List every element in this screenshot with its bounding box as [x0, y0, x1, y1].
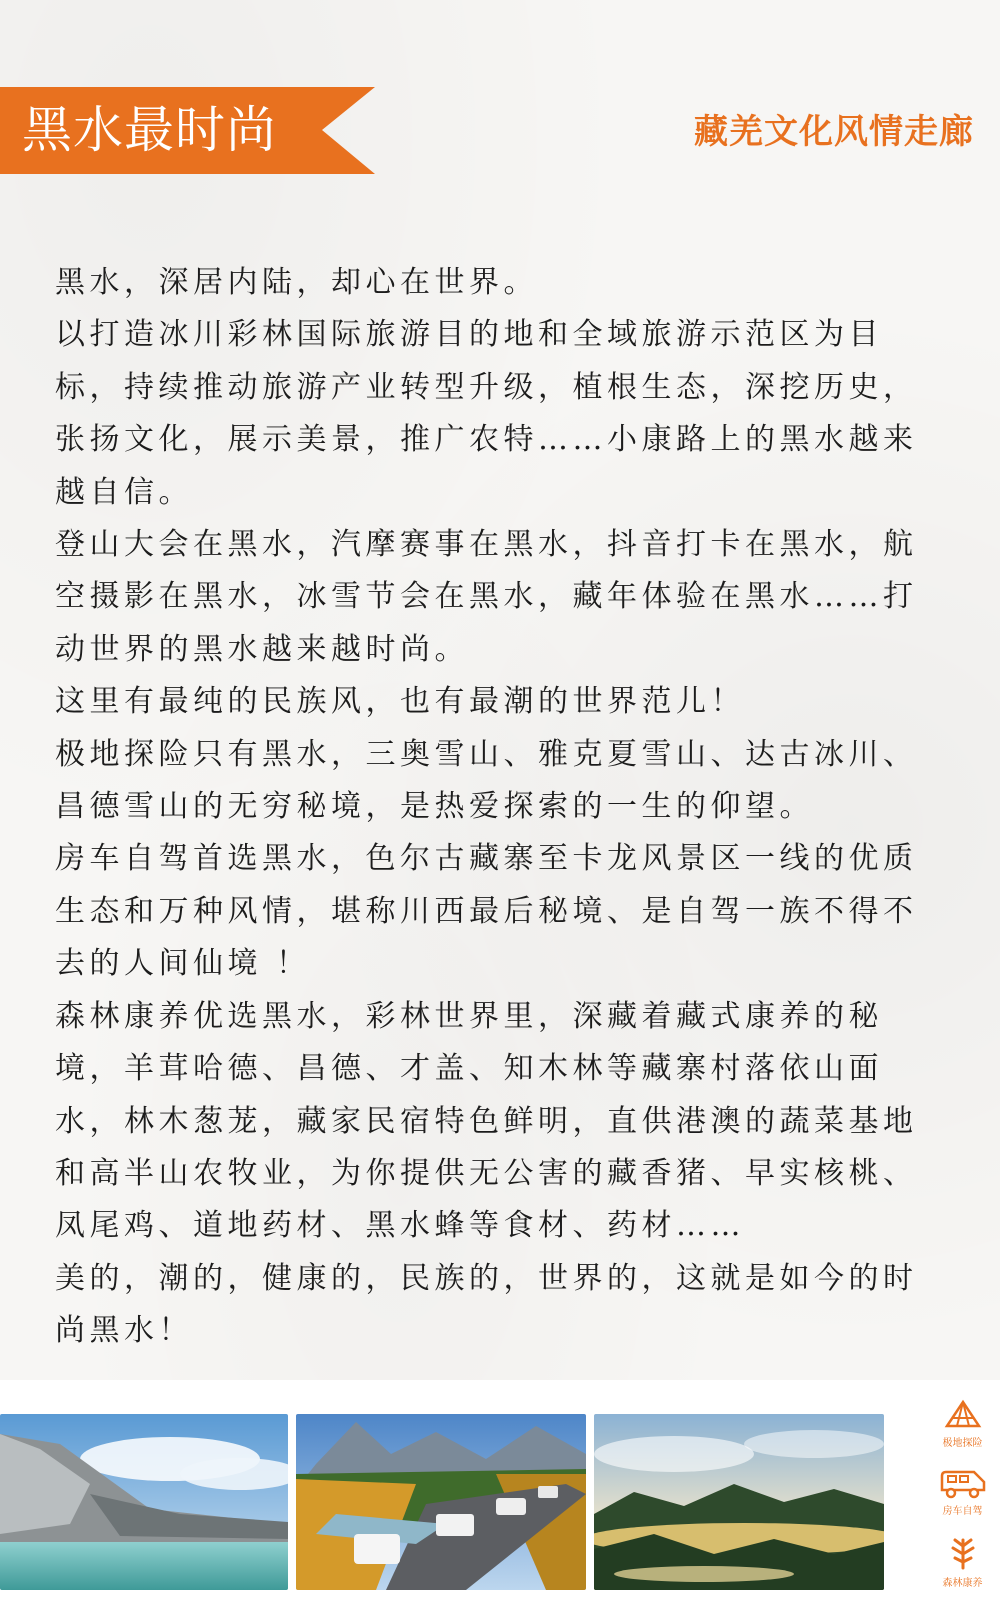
article-paragraph: 以打造冰川彩林国际旅游目的地和全域旅游示范区为目标，持续推动旅游产业转型升级，植根生态，深挖历史，张扬文化，展示美景，推广农特……小康路上的黑水越来越自信。 [55, 317, 918, 510]
side-nav-item-rv[interactable] [925, 1466, 1000, 1517]
side-nav-item-polar[interactable] [925, 1396, 1000, 1449]
corner-title: 藏羌文化风情走廊 [694, 112, 974, 152]
banner-title: 黑水最时尚 [22, 101, 277, 159]
article-paragraph: 森林康养优选黑水，彩林世界里，深藏着藏式康养的秘境，羊茸哈德、昌德、才盖、知木林等藏寨村落依山面水，林木葱茏，藏家民宿特色鲜明，直供港澳的蔬菜基地和高半山农牧业，为你提供无公害的藏香猪、早实核桃、凤尾鸡、道地药材、黑水蜂等食材、药材…… [55, 998, 918, 1244]
rv-icon [938, 1466, 988, 1500]
article-paragraph: 房车自驾首选黑水，色尔古藏寨至卡龙风景区一线的优质生态和万种风情，堪称川西最后秘境、是自驾一族不得不去的人间仙境 ！ [55, 841, 918, 982]
article-body [55, 257, 945, 1358]
glacier-lake-photo [0, 1414, 288, 1590]
article-paragraph: 登山大会在黑水，汽摩赛事在黑水，抖音打卡在黑水，航空摄影在黑水，冰雪节会在黑水，藏年体验在黑水……打动世界的黑水越来越时尚。 [55, 527, 918, 667]
side-nav-label: 森林康养 [942, 1578, 983, 1589]
forest-icon [945, 1536, 981, 1572]
side-nav-label: 极地探险 [942, 1438, 983, 1449]
rv-road-autumn-photo [296, 1414, 586, 1590]
side-nav-item-forest[interactable] [925, 1536, 1000, 1589]
article-paragraph: 极地探险只有黑水，三奥雪山、雅克夏雪山、达古冰川、昌德雪山的无穷秘境，是热爱探索的一生的仰望。 [55, 736, 918, 825]
article-paragraph: 这里有最纯的民族风，也有最潮的世界范儿！ [55, 684, 745, 720]
article-paragraph: 黑水，深居内陆，却心在世界。 [55, 265, 538, 300]
article-paragraph: 美的，潮的，健康的，民族的，世界的，这就是如今的时尚黑水！ [55, 1260, 918, 1349]
mountain-sea-of-clouds-photo [594, 1414, 884, 1590]
tent-icon [943, 1396, 983, 1432]
side-nav-label: 房车自驾 [942, 1506, 983, 1517]
title-banner [0, 87, 375, 174]
side-nav [925, 1380, 1000, 1609]
